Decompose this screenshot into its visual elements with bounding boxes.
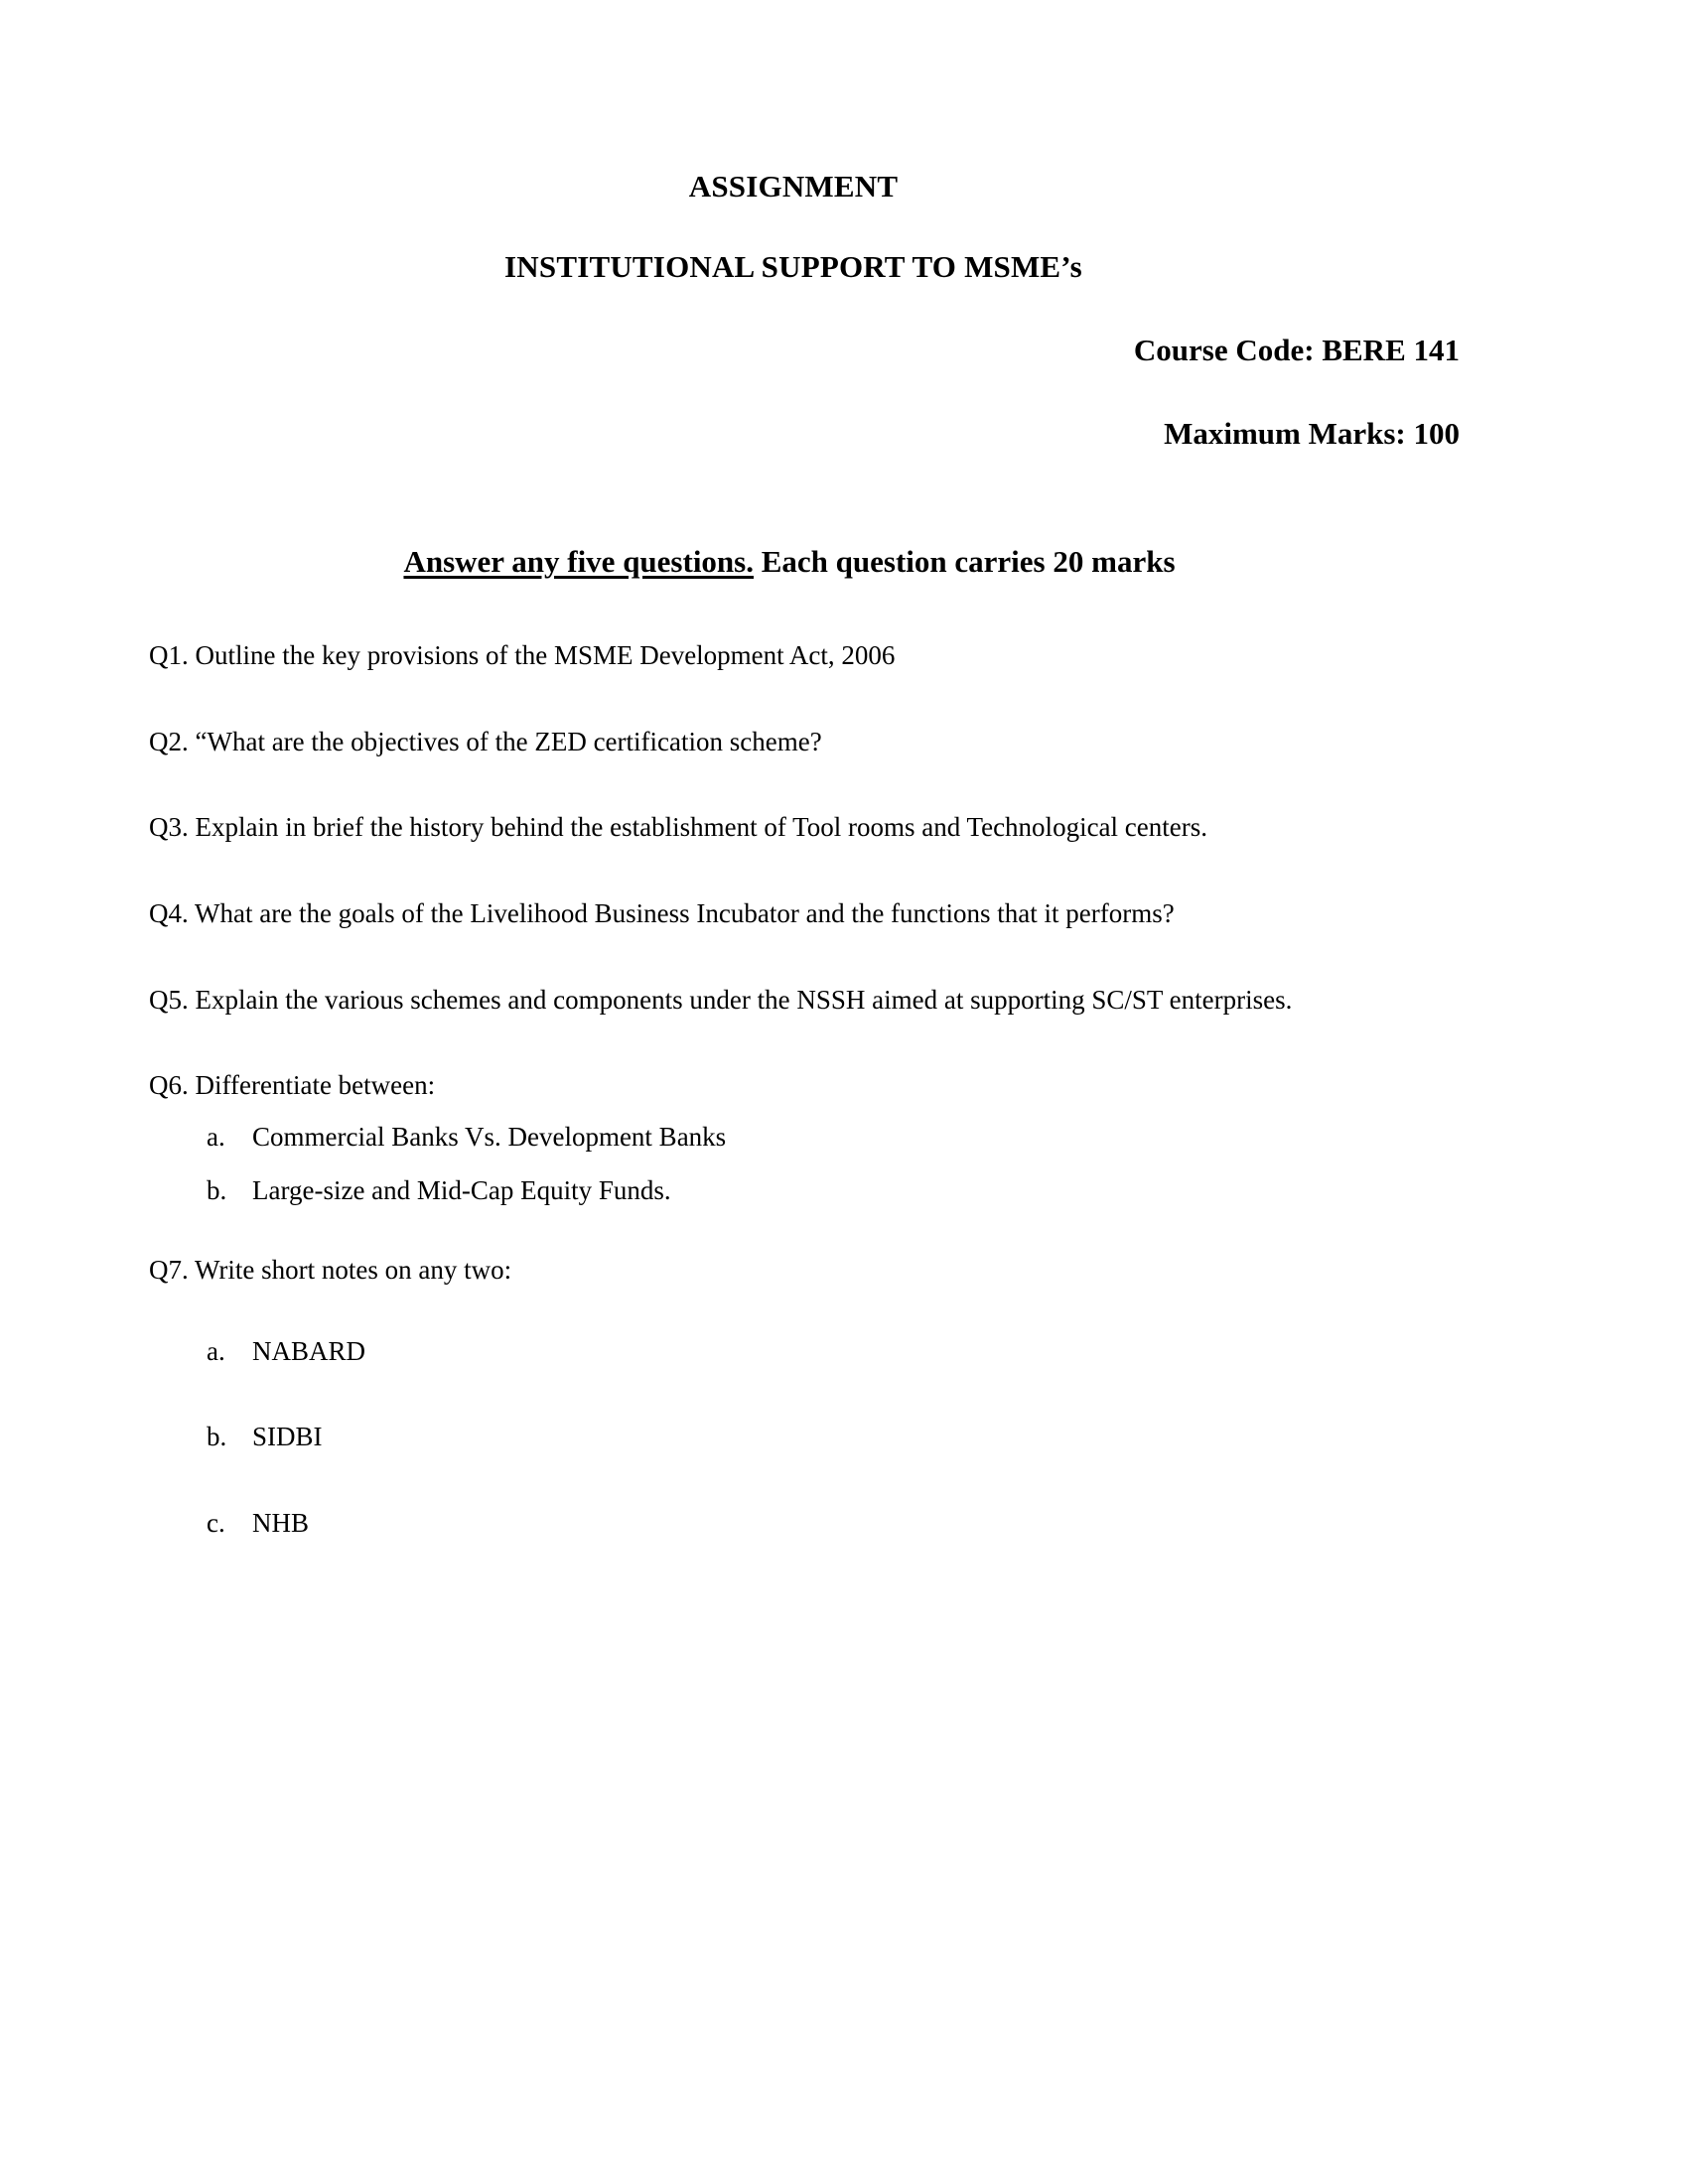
question-q6-sublist [149,1117,1460,1211]
question-q6: Q6. Differentiate between: [149,1070,436,1101]
page-title: ASSIGNMENT [688,169,899,204]
list-item-label: Commercial Banks Vs. Development Banks [252,1121,727,1152]
list-item-marker: b. [207,1175,227,1206]
question-q4: Q4. What are the goals of the Livelihood Business Incubator and the functions that it performs? [149,897,1175,928]
question-q2: Q2. “What are the objectives of the ZED certification scheme? [149,726,822,756]
list-item-label: Large-size and Mid-Cap Equity Funds. [252,1175,671,1206]
question-q7: Q7. Write short notes on any two: [149,1254,512,1285]
question-q1: Q1. Outline the key provisions of the MSME Development Act, 2006 [149,640,896,670]
instruction-underlined-part: Answer any five questions. [403,544,754,579]
question-q5: Q5. Explain the various schemes and components under the NSSH aimed at supporting SC/ST enterprises. [149,984,1293,1015]
question-q3: Q3. Explain in brief the history behind the establishment of Tool rooms and Technological centers. [149,812,1207,843]
questions-list [149,634,1460,1543]
list-item [149,1170,1460,1211]
list-item-label: NABARD [252,1335,366,1366]
spacer [149,1301,1460,1331]
list-item-marker: a. [207,1335,225,1366]
question-q7-sublist [149,1331,1460,1544]
list-item-label: NHB [252,1507,310,1538]
list-item [149,1503,1460,1544]
document-header [149,0,1460,449]
list-item-marker: a. [207,1121,225,1152]
instruction-plain-part: Each question carries 20 marks [754,544,1176,579]
spacer [149,1225,1460,1249]
document-content [149,0,1460,1588]
list-item-marker: b. [207,1422,227,1452]
course-code: Course Code: BERE 141 [1133,333,1460,367]
instruction-line [119,546,1460,577]
subject-title: INSTITUTIONAL SUPPORT TO MSME’s [504,249,1082,284]
list-item [149,1417,1460,1457]
list-item-label: SIDBI [252,1422,323,1452]
list-item [149,1117,1460,1158]
list-item-marker: c. [207,1507,225,1538]
maximum-marks: Maximum Marks: 100 [1164,416,1460,451]
list-item [149,1331,1460,1372]
